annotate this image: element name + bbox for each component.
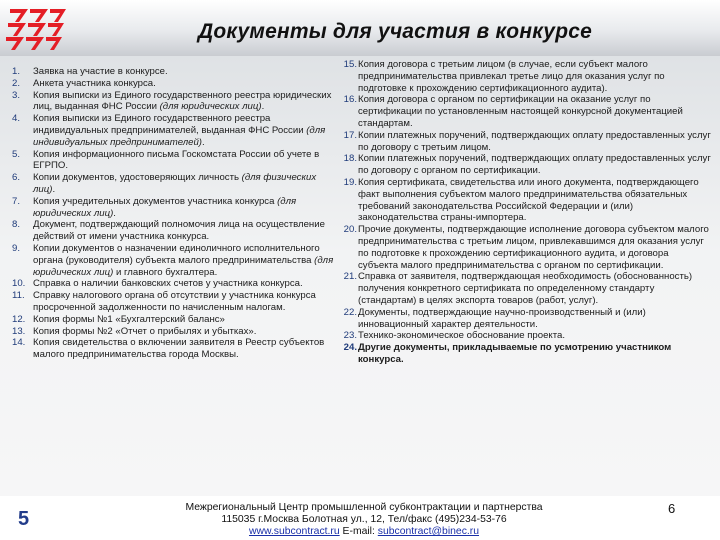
item-text: Копия информационного письма Госкомстата России об учете в ЕГРПО. (33, 148, 320, 172)
item-number: 2. (12, 77, 21, 89)
item-number: 11. (12, 290, 25, 302)
document-item (331, 59, 711, 94)
document-item (12, 78, 338, 90)
item-text-tail: . (201, 136, 205, 148)
document-item (331, 342, 711, 366)
item-qualifier: (для индивидуальных предпринимателей) (33, 124, 326, 148)
item-text: Справка о наличии банковских счетов у участника конкурса. (33, 278, 303, 290)
item-number: 16. (343, 94, 357, 106)
document-item (12, 66, 338, 78)
document-item (12, 337, 338, 361)
document-item (331, 153, 711, 177)
item-text: Документ, подтверждающий полномочия лица на осуществление действий от имени участника конкурса. (33, 219, 325, 243)
item-text: Документы, подтверждающие научно-производственный и (или) инновационный характер деятельности. (358, 306, 646, 330)
item-number: 10. (12, 278, 26, 290)
footer-contacts (146, 502, 582, 539)
email-label: E-mail: (342, 526, 375, 538)
footer-organization: Межрегиональный Центр промышленной субконтрактации и партнерства (185, 502, 543, 513)
item-number: 7. (12, 195, 21, 207)
item-text: Другие документы, прикладываемые по усмотрению участником конкурса. (358, 342, 672, 365)
document-item (12, 314, 338, 326)
item-qualifier: (для юридических лиц) (33, 195, 297, 219)
item-text: Копия сертификата, свидетельства или иного документа, подтверждающего факт выполнения субъектом малого предпринимательства обязательных требований законодательства Российской Федерации и (или) законодательства страны-импортера. (358, 176, 699, 224)
document-item (12, 219, 338, 243)
document-item (331, 177, 711, 224)
document-item (12, 149, 338, 173)
item-number: 12. (12, 313, 26, 325)
page-number: 6 (668, 501, 676, 516)
document-item (12, 172, 338, 196)
item-text: Копия договора с органом по сертификации на оказание услуг по сертификации по установленным настоящей конкурсной документацией стандартам. (358, 94, 683, 129)
document-item (331, 224, 711, 271)
item-number: 4. (12, 113, 21, 125)
item-text: Копия учредительных документов участника конкурса (33, 195, 278, 207)
item-text: Копия свидетельства о включении заявителя в Реестр субъектов малого предпринимательства города Москвы. (33, 337, 325, 361)
item-qualifier: (для юридических лиц) (33, 254, 334, 278)
item-number: 22. (343, 306, 357, 318)
item-text: Технико-экономическое обоснование проекта. (358, 330, 566, 342)
item-text-tail: . (52, 183, 56, 195)
item-number: 19. (343, 176, 357, 188)
item-text: Копия договора с третьим лицом (в случае, если субъект малого предпринимательства привлекал третье лицо для оказания услуг по подготовке к прохождению сертификационного аудита). (358, 59, 665, 94)
right-document-list (331, 59, 711, 366)
item-qualifier: (для юридических лиц) (159, 101, 262, 113)
document-item (12, 113, 338, 148)
item-qualifier: (для физических лиц) (33, 172, 317, 195)
corner-badge: 5 (18, 508, 30, 530)
item-number: 15. (343, 59, 357, 70)
item-number: 14. (12, 337, 26, 349)
footer-links-line (146, 526, 582, 538)
document-item (331, 94, 711, 129)
item-text-tail: . (113, 207, 116, 219)
item-text: Прочие документы, подтверждающие исполнение договора субъектом малого предпринимательства с третьим лицом, привлекавшимся для оказания услуг по подготовке к прохождению сертификационного аудита, и договора субъекта малого предпринимательства с органом по сертификации. (358, 224, 709, 271)
left-document-list (12, 66, 338, 361)
document-item (331, 330, 711, 342)
document-item (12, 278, 338, 290)
document-item (12, 290, 338, 314)
item-number: 3. (12, 89, 21, 101)
item-text: Копия формы №2 «Отчет о прибылях и убытках». (33, 325, 257, 337)
item-number: 6. (12, 172, 21, 184)
item-text: Копии платежных поручений, подтверждающих оплату предоставленных услуг по договору с органом по сертификации. (358, 153, 711, 177)
item-text: Копия выписки из Единого государственного реестра юридических лиц, выданная ФНС России (33, 89, 332, 113)
email-link[interactable]: subcontract@binec.ru (377, 526, 480, 538)
item-number: 5. (12, 148, 21, 160)
slide-title: Документы для участия в конкурсе (198, 20, 592, 43)
document-item (12, 243, 338, 278)
item-text-tail: . (261, 101, 265, 113)
footer-address: 115035 г.Москва Болотная ул., 12, Тел/факс (495)234-53-76 (221, 514, 507, 526)
document-item (12, 196, 338, 220)
item-number: 9. (12, 242, 21, 254)
item-number: 20. (343, 224, 357, 236)
item-text: Копия формы №1 «Бухгалтерский баланс» (33, 313, 225, 325)
item-number: 24. (343, 342, 357, 354)
item-text-tail: и главного бухгалтера. (113, 266, 218, 278)
logo-777-icon (6, 6, 68, 52)
item-text: Заявка на участие в конкурсе. (33, 66, 168, 77)
item-text: Копии документов, удостоверяющих личность (33, 172, 242, 184)
item-number: 18. (343, 153, 357, 165)
item-number: 1. (12, 66, 21, 77)
document-item (331, 271, 711, 306)
item-number: 17. (343, 129, 357, 141)
document-item (12, 90, 338, 114)
item-number: 13. (12, 325, 26, 337)
document-item (331, 130, 711, 154)
document-item (331, 307, 711, 331)
item-text: Справка от заявителя, подтверждающая необходимость (обоснованность) получения конкретного сертификата по определенному стандарту (стандартам) в целях экспорта товаров (работ, услуг). (358, 271, 693, 306)
item-text: Анкета участника конкурса. (33, 77, 156, 89)
item-number: 21. (343, 271, 357, 283)
document-item (12, 326, 338, 338)
item-number: 8. (12, 219, 21, 231)
item-text: Копии платежных поручений, подтверждающих оплату предоставленных услуг по договору с третьим лицом. (358, 129, 711, 153)
item-number: 23. (343, 330, 357, 342)
item-text: Копии документов о назначении единоличного исполнительного органа (руководителя) субъекта малого предпринимательства (33, 242, 320, 266)
item-text: Копия выписки из Единого государственного реестра индивидуальных предпринимателей, выданная ФНС России (33, 113, 307, 136)
item-text: Справку налогового органа об отсутствии у участника конкурса просроченной задолженности по начисленным налогам. (33, 290, 316, 313)
website-link[interactable]: www.subcontract.ru (248, 526, 340, 538)
